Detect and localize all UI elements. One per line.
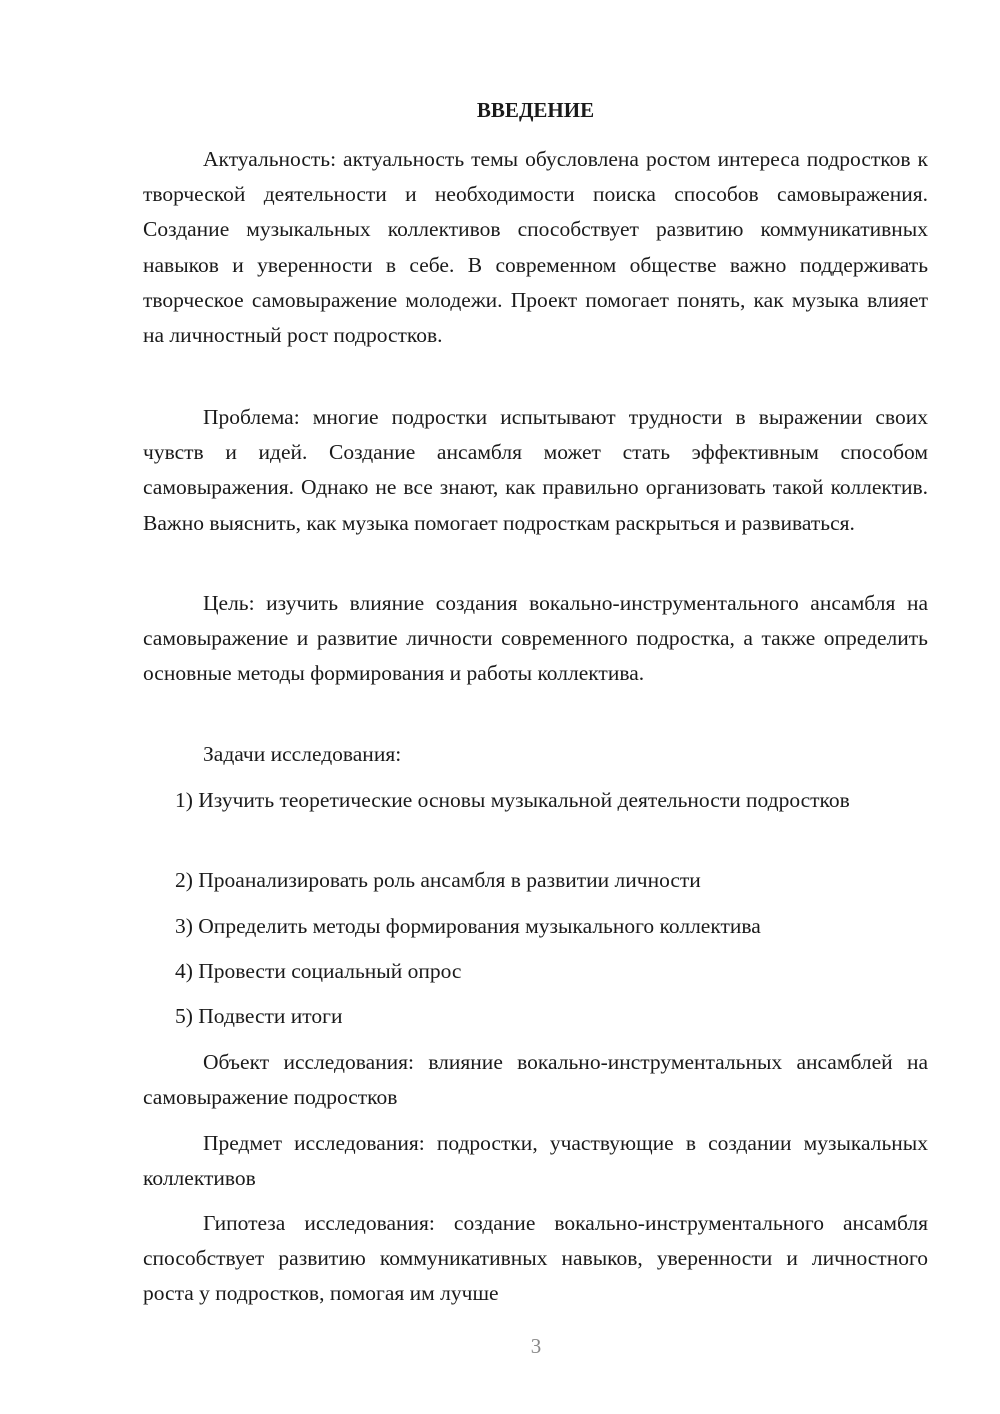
subject-paragraph: Предмет исследования: подростки, участвующие в создании музыкальных коллективов — [143, 1131, 928, 1191]
task-item-4: 4) Провести социальный опрос — [175, 959, 462, 983]
page-title: ВВЕДЕНИЕ — [476, 98, 595, 122]
goal-paragraph: Цель: изучить влияние создания вокально-инструментального ансамбля на самовыражение и развитие личности современного подростка, а также определить основные методы формирования и работы коллектива. — [143, 591, 928, 686]
relevance-paragraph: Актуальность: актуальность темы обусловлена ростом интереса подростков к творческой деятельности и необходимости поиска способов самовыражения. Создание музыкальных коллективов способствует развитию коммуникативных навыков и уверенности в себе. В современном обществе важно поддерживать творческое самовыражение молодежи. Проект помогает понять, как музыка влияет на личностный рост подростков. — [143, 147, 928, 348]
task-item-1: 1) Изучить теоретические основы музыкальной деятельности подростков — [175, 788, 850, 812]
task-item-2: 2) Проанализировать роль ансамбля в развитии личности — [175, 868, 701, 892]
tasks-heading: Задачи исследования: — [203, 742, 402, 766]
problem-paragraph: Проблема: многие подростки испытывают трудности в выражении своих чувств и идей. Создание ансамбля может стать эффективным способом самовыражения. Однако не все знают, как правильно организовать такой коллектив. Важно выяснить, как музыка помогает подросткам раскрыться и развиваться. — [143, 405, 928, 535]
hypothesis-paragraph: Гипотеза исследования: создание вокально-инструментального ансамбля способствует развитию коммуникативных навыков, уверенности и личностного роста у подростков, помогая им лучше — [143, 1211, 928, 1306]
object-paragraph: Объект исследования: влияние вокально-инструментальных ансамблей на самовыражение подростков — [143, 1050, 928, 1110]
task-item-3: 3) Определить методы формирования музыкального коллектива — [175, 914, 761, 938]
page-number: 3 — [530, 1334, 542, 1358]
task-item-5: 5) Подвести итоги — [175, 1004, 343, 1028]
